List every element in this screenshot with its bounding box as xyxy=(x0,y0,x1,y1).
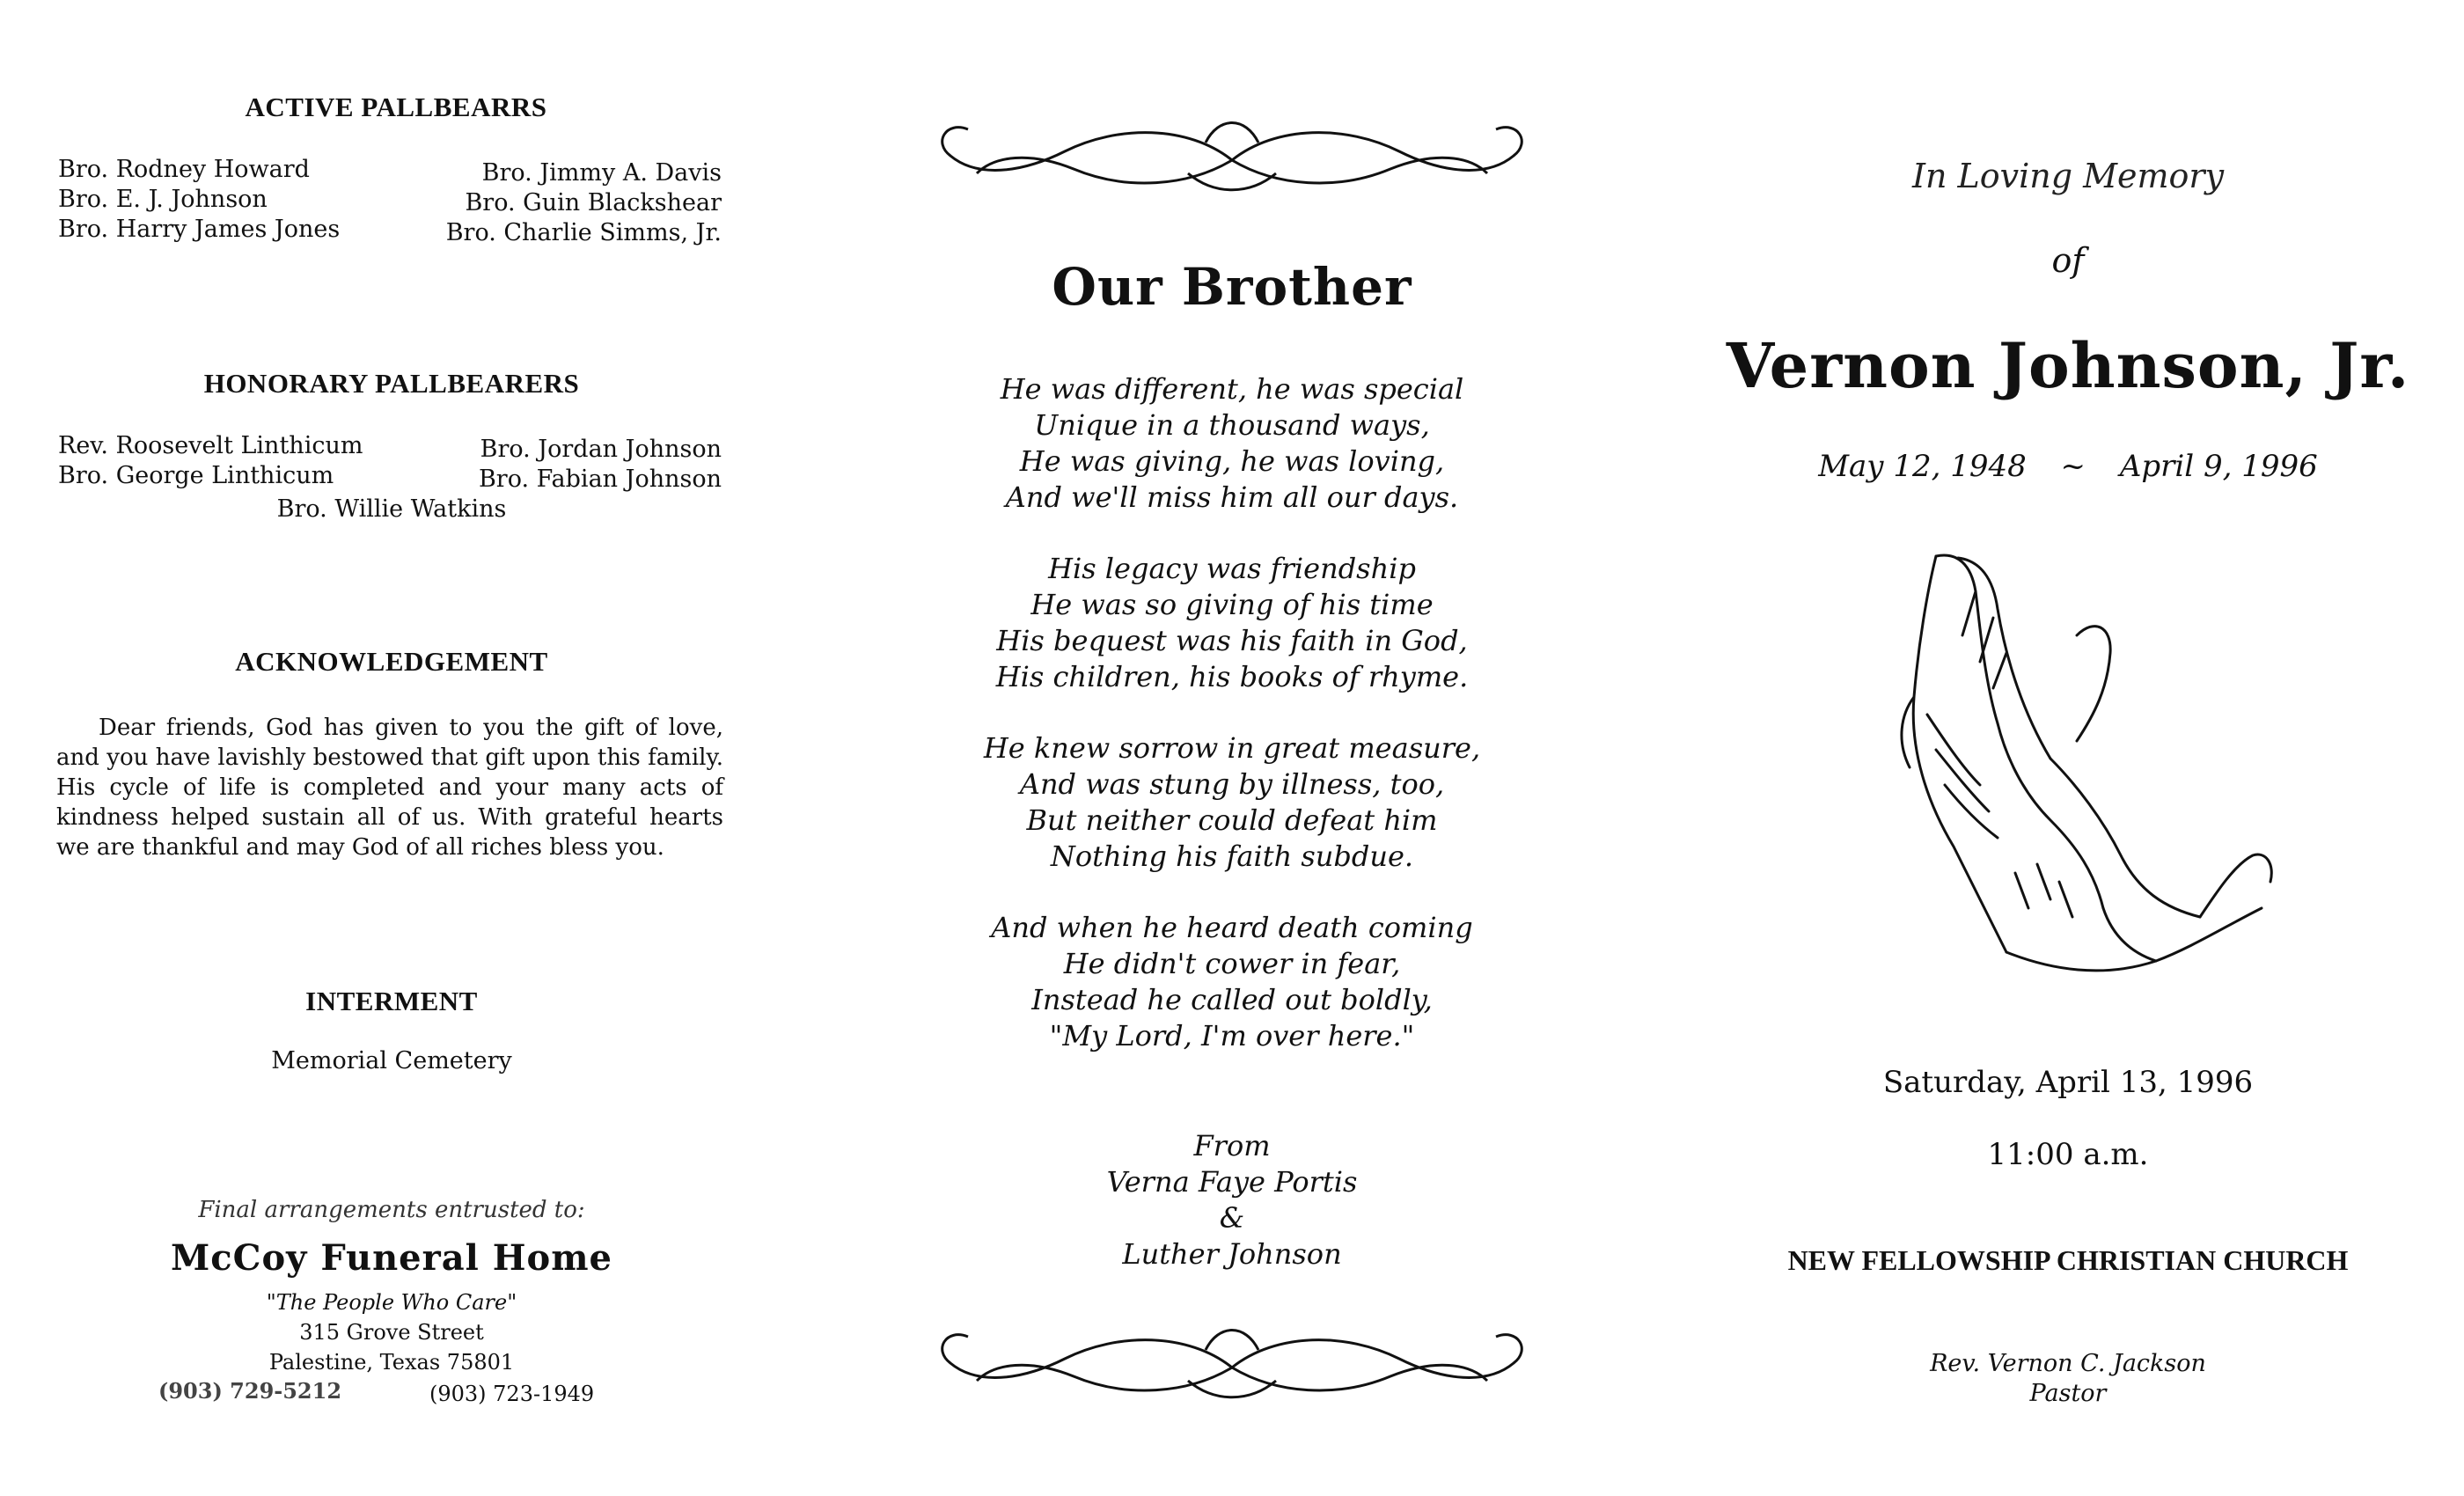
poem-line: His bequest was his faith in God, xyxy=(996,624,1468,657)
poem-line: He knew sorrow in great measure, xyxy=(983,731,1481,765)
pallbearer-name: Bro. Harry James Jones xyxy=(58,216,341,243)
poem-line: And was stung by illness, too, xyxy=(1019,767,1445,801)
praying-hands-icon xyxy=(1874,539,2279,996)
from-name: Verna Faye Portis xyxy=(1106,1165,1358,1199)
active-pallbearers-col1 xyxy=(58,155,340,245)
poem-line: Unique in a thousand ways, xyxy=(1034,408,1430,442)
poem xyxy=(845,371,1619,1089)
poem-line: Instead he called out boldly, xyxy=(1031,983,1433,1016)
pastor-name: Rev. Vernon C. Jackson xyxy=(1930,1350,2206,1377)
pastor-title: Pastor xyxy=(2029,1380,2107,1407)
pallbearer-name: Bro. Rodney Howard xyxy=(58,156,310,183)
poem-line: And we'll miss him all our days. xyxy=(1005,480,1459,514)
pallbearer-name: Bro. Jordan Johnson xyxy=(480,436,722,463)
ornament-bottom-icon xyxy=(924,1315,1540,1420)
birth-date: May 12, 1948 xyxy=(1818,449,2027,484)
pallbearer-name: Bro. E. J. Johnson xyxy=(58,186,268,213)
poem-line: He was so giving of his time xyxy=(1030,588,1434,621)
poem-line: He was giving, he was loving, xyxy=(1019,444,1445,478)
pallbearer-name: Bro. George Linthicum xyxy=(58,462,334,489)
poem-line: His children, his books of rhyme. xyxy=(995,660,1469,693)
church-name: NEW FELLOWSHIP CHRISTIAN CHURCH xyxy=(1787,1244,2349,1276)
honorary-pallbearers-col1 xyxy=(58,431,363,491)
arrangements-intro: Final arrangements entrusted to: xyxy=(198,1197,585,1223)
in-loving-memory: In Loving Memory xyxy=(1911,157,2225,195)
poem-line: "My Lord, I'm over here." xyxy=(1049,1019,1415,1052)
acknowledgement-heading: ACKNOWLEDGEMENT xyxy=(235,646,548,677)
funeral-home-phone-1: (903) 729-5212 xyxy=(158,1378,342,1404)
honorary-pallbearers-col2 xyxy=(479,435,722,495)
funeral-home-name: McCoy Funeral Home xyxy=(171,1237,612,1279)
honorary-pallbearers-heading: HONORARY PALLBEARERS xyxy=(203,368,580,399)
of-label: of xyxy=(2051,241,2085,280)
interment-heading: INTERMENT xyxy=(305,986,478,1016)
service-date: Saturday, April 13, 1996 xyxy=(1882,1065,2254,1100)
interment-place: Memorial Cemetery xyxy=(271,1047,512,1074)
honorary-pallbearer-center: Bro. Willie Watkins xyxy=(276,495,507,523)
poem-line: Nothing his faith subdue. xyxy=(1050,840,1414,873)
active-pallbearers-col2 xyxy=(446,158,722,248)
poem-stanza xyxy=(845,551,1619,695)
pallbearer-name: Bro. Fabian Johnson xyxy=(478,466,722,493)
funeral-home-phone-2: (903) 723-1949 xyxy=(429,1382,595,1406)
funeral-home-street: 315 Grove Street xyxy=(299,1320,484,1345)
poem-from xyxy=(845,1128,1619,1272)
pallbearer-name: Rev. Roosevelt Linthicum xyxy=(58,432,363,459)
from-ampersand: & xyxy=(1219,1201,1245,1235)
deceased-name: Vernon Johnson, Jr. xyxy=(1726,329,2410,402)
poem-stanza xyxy=(845,371,1619,516)
service-time: 11:00 a.m. xyxy=(1987,1137,2149,1172)
pallbearer-name: Bro. Guin Blackshear xyxy=(465,189,722,216)
acknowledgement-text: Dear friends, God has given to you the gift of love, and you have lavishly bestowed that gift upon this family. His cycle of life is completed and your many acts of kindness helped sustain all of us. With grateful hearts we are thankful and may God of all riches bless you. xyxy=(56,715,723,861)
funeral-home-slogan: "The People Who Care" xyxy=(266,1290,517,1315)
life-dates xyxy=(1672,449,2464,484)
ornament-top-icon xyxy=(924,107,1540,213)
pallbearer-name: Bro. Charlie Simms, Jr. xyxy=(445,219,722,246)
right-panel xyxy=(1672,0,2464,1496)
left-panel xyxy=(0,0,792,1496)
poem-line: He was different, he was special xyxy=(1000,372,1464,406)
middle-panel xyxy=(845,0,1619,1496)
poem-title: Our Brother xyxy=(1052,257,1412,317)
from-label: From xyxy=(1193,1129,1271,1162)
death-date: April 9, 1996 xyxy=(2119,449,2318,484)
poem-line: He didn't cower in fear, xyxy=(1063,947,1401,980)
pallbearer-name: Bro. Jimmy A. Davis xyxy=(481,159,722,187)
poem-stanza xyxy=(845,730,1619,875)
active-pallbearers-heading: ACTIVE PALLBEARRS xyxy=(245,92,547,122)
poem-stanza xyxy=(845,910,1619,1054)
funeral-home-city: Palestine, Texas 75801 xyxy=(268,1350,515,1375)
from-name: Luther Johnson xyxy=(1122,1237,1342,1271)
poem-line: And when he heard death coming xyxy=(991,911,1473,944)
date-separator: ~ xyxy=(2060,449,2086,484)
poem-line: His legacy was friendship xyxy=(1048,552,1416,585)
poem-line: But neither could defeat him xyxy=(1026,803,1438,837)
